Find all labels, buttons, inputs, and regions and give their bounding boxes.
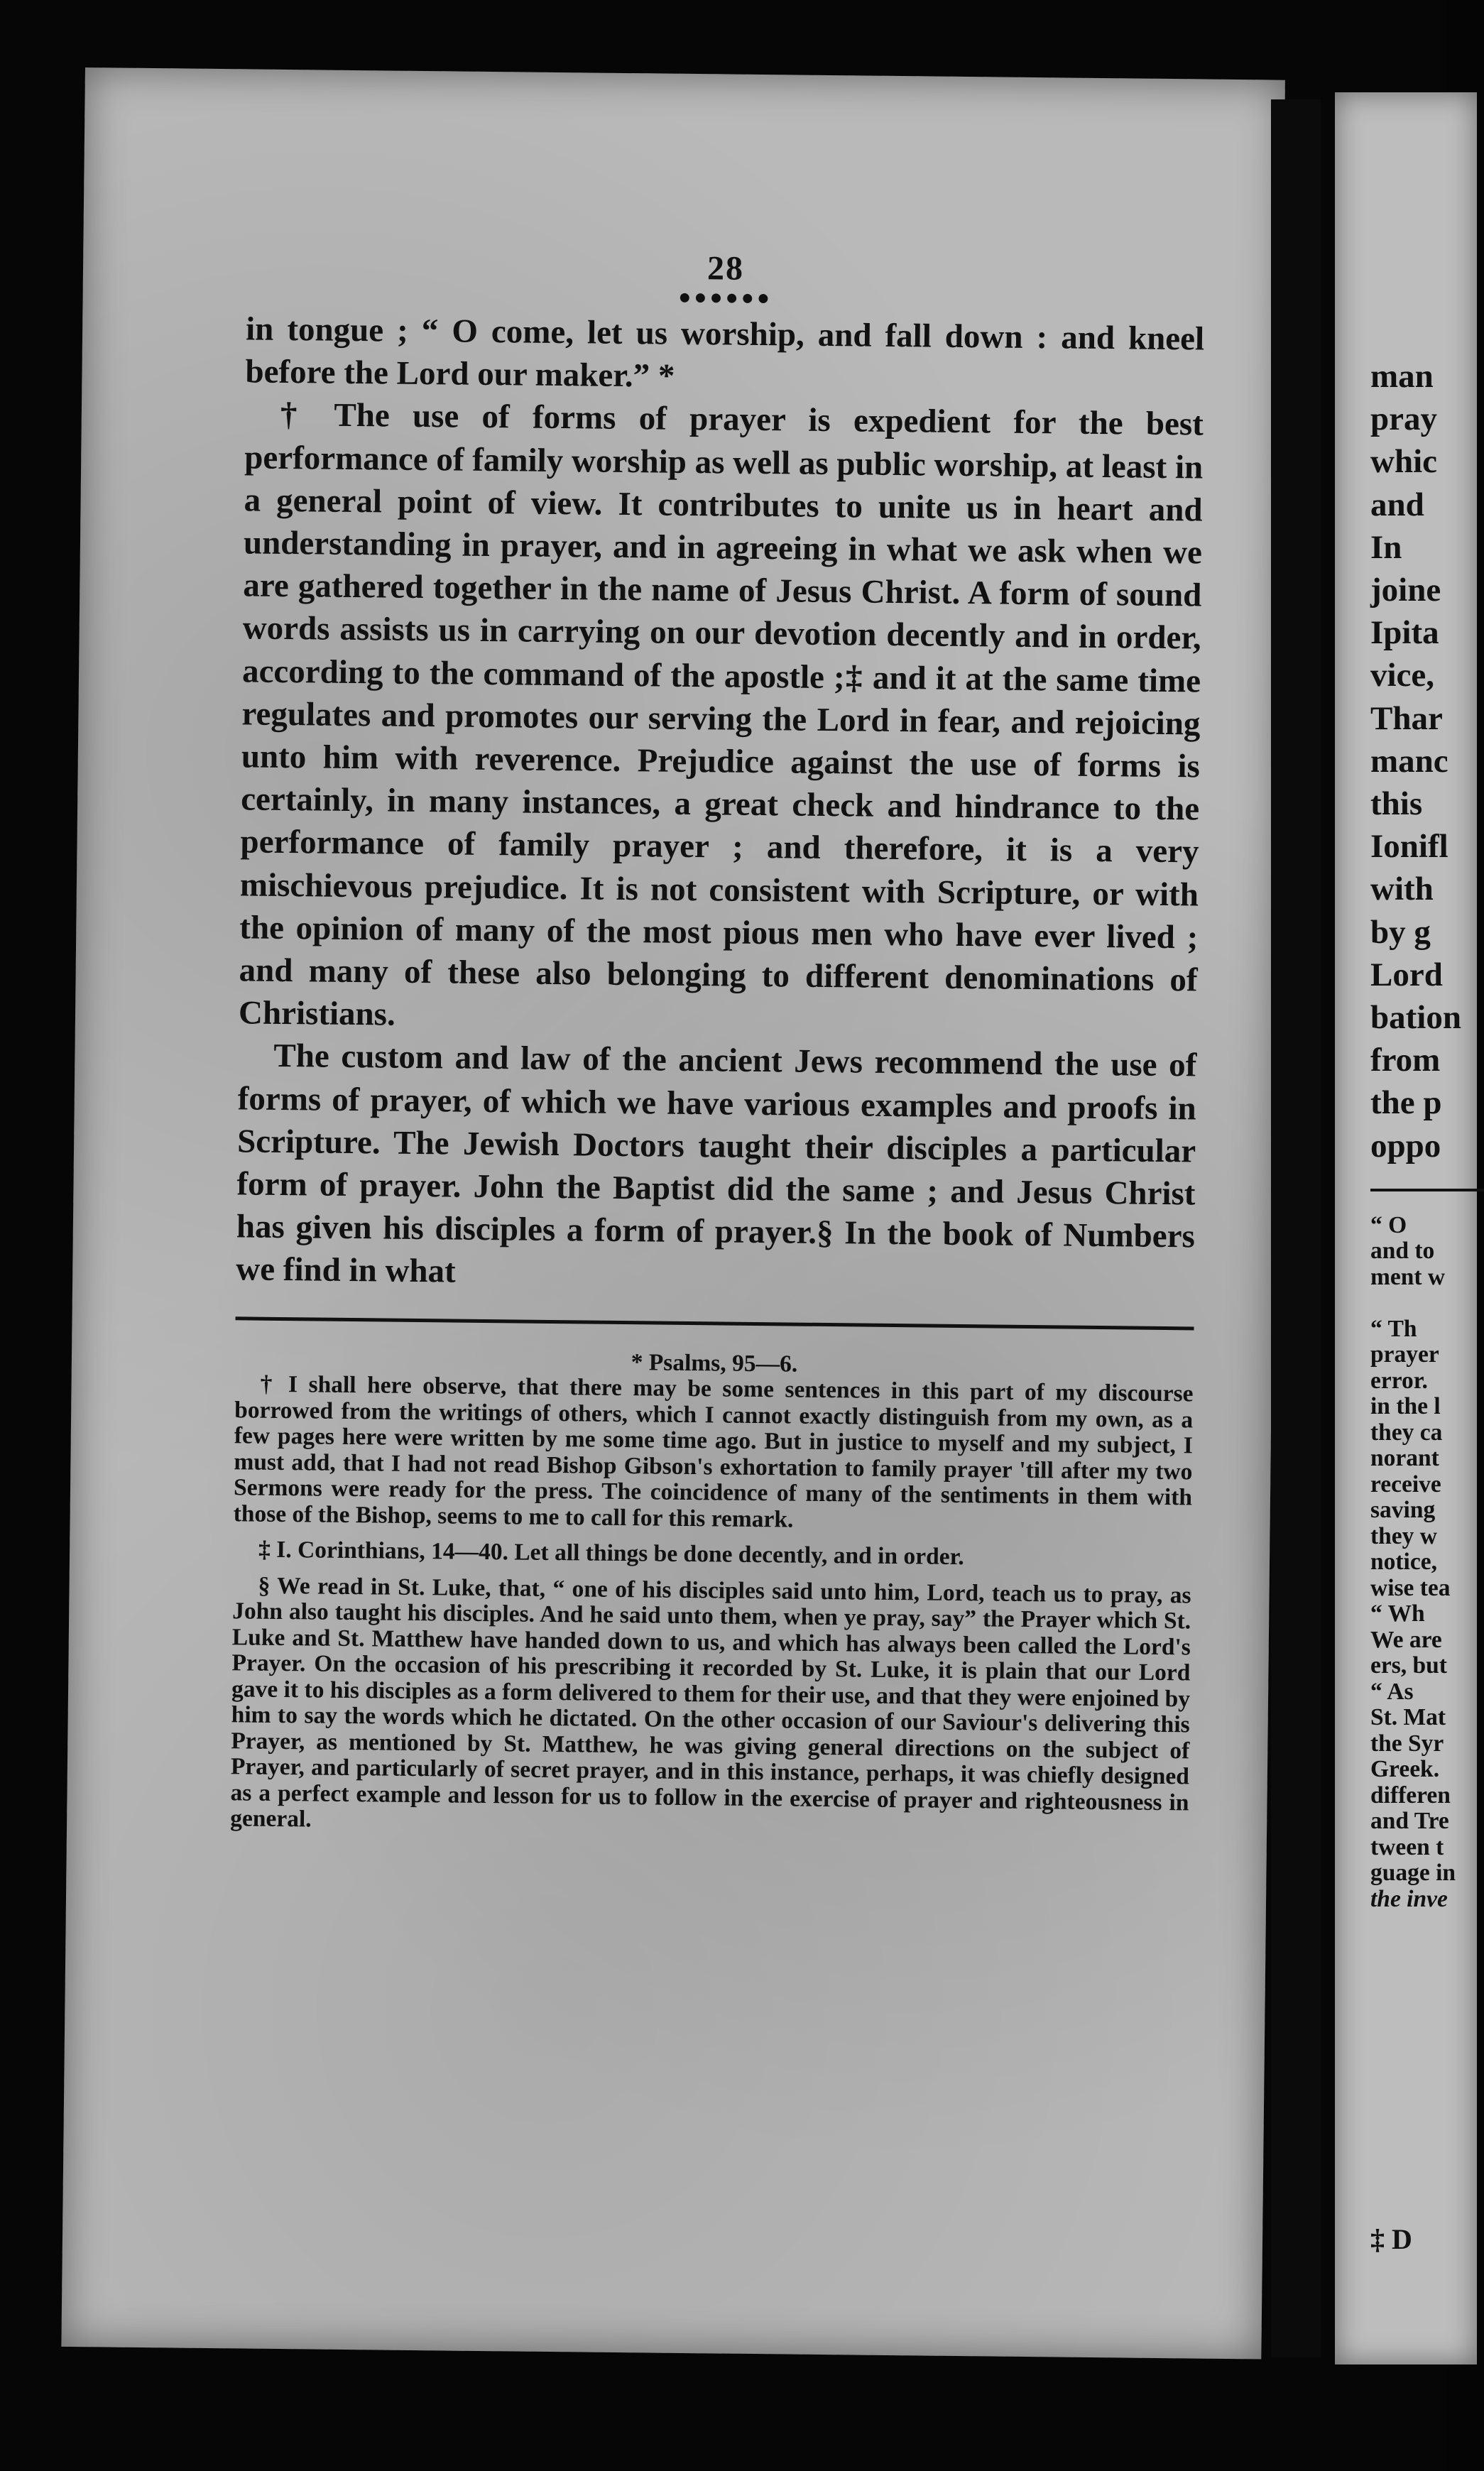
page-content — [230, 246, 1205, 1842]
facing-note-line: the Syr — [1370, 1730, 1444, 1757]
paragraph: in tongue ; “ O come, let us worship, and fall down : and kneel before the Lord our maker.” * — [245, 310, 1205, 395]
facing-line: the p — [1370, 1084, 1442, 1122]
footnote-luke: § We read in St. Luke, that, “ one of his disciples said unto him, Lord, teach us to pray, as John also taught his disciples. And he said unto them, when ye pray, say” the Prayer which St. Luke and St. Matthew have handed down to us, and which has always been called the Lord's Prayer. On the occasion of his prescribing it recorded by St. Luke, it is plain that our Lord gave it to his disciples as a form delivered to them for their use, and that they were enjoined by him to say the words which he dictated. On the other occasion of our Saviour's delivering this Prayer, as mentioned by St. Matthew, he was giving general directions on the subject of Prayer, and particularly of secret prayer, and in this instance, perhaps, it was chiefly designed as a perfect example and lesson for us to follow in the exercise of prayer and righteousness in general. — [229, 1572, 1191, 1833]
facing-note-line: they ca — [1370, 1419, 1443, 1446]
footnote-psalms: * Psalms, 95—6. — [631, 1348, 798, 1378]
facing-note-line: notice, — [1370, 1549, 1437, 1576]
facing-line: Thar — [1370, 699, 1443, 737]
facing-note-line: differen — [1370, 1782, 1451, 1809]
facing-page-text — [1370, 355, 1484, 1912]
facing-line: by g — [1370, 913, 1431, 951]
facing-note-line: “ Th — [1370, 1315, 1417, 1342]
body-text — [236, 307, 1204, 1301]
facing-note-line: and Tre — [1370, 1808, 1449, 1835]
footnote-rule — [236, 1316, 1194, 1330]
facing-note-line: receive — [1370, 1471, 1441, 1498]
footnote-observe: † I shall here observe, that there may be some sentences in this part of my discourse borrowed from the writings of others, which I cannot exactly distinguish from my own, as a few pages here were written by me some time ago. But in justice to myself and my subject, I must add, that I had not read Bishop Gibson's exhortation to family prayer 'till after my two Sermons were ready for the press. The coincidence of many of the sentiments in them with those of the Bishop, seems to me to call for this remark. — [233, 1370, 1194, 1533]
facing-line: Ipita — [1370, 614, 1439, 652]
book-gutter — [1271, 99, 1321, 2357]
facing-line: oppo — [1370, 1127, 1441, 1164]
facing-note-line: they w — [1370, 1522, 1437, 1549]
facing-footnote-marker: ‡ D — [1370, 2223, 1412, 2255]
paragraph: The custom and law of the ancient Jews recommend the use of forms of prayer, of which we have various examples and proofs in Scripture. The Jewish Doctors taught their disciples a particular form of prayer. John the Baptist did the same ; and Jesus Christ has given his disciples a form of prayer.§ In the book of Numbers we find in what — [236, 1037, 1197, 1291]
facing-note-line: ment w — [1370, 1263, 1446, 1290]
facing-note-line: saving — [1370, 1497, 1436, 1524]
facing-note-line: ers, but — [1370, 1652, 1447, 1679]
facing-note-line: We are — [1370, 1626, 1442, 1653]
facing-line: man — [1370, 358, 1434, 395]
facing-line: Ionifl — [1370, 828, 1448, 866]
facing-line: pray — [1370, 400, 1437, 438]
facing-line: and — [1370, 486, 1424, 523]
facing-note-line: Greek. — [1370, 1756, 1440, 1783]
footnote-corinthians: ‡ I. Corinthians, 14—40. Let all things be done decently, and in order. — [258, 1536, 964, 1571]
facing-note-line: the inve — [1370, 1885, 1448, 1912]
page-number: 28 — [706, 249, 745, 288]
facing-note-line: prayer — [1370, 1341, 1439, 1368]
facing-note-line: norant — [1370, 1445, 1439, 1472]
facing-line: manc — [1370, 742, 1448, 780]
facing-line: from — [1370, 1042, 1441, 1079]
facing-line: Lord — [1370, 956, 1443, 993]
facing-note-line: “ As — [1370, 1678, 1414, 1705]
facing-note-line: tween t — [1370, 1833, 1444, 1860]
facing-line: joine — [1370, 572, 1441, 609]
facing-footnote-rule — [1370, 1189, 1484, 1191]
facing-note-line: guage in — [1370, 1860, 1456, 1887]
facing-note-line: in the l — [1370, 1393, 1441, 1420]
facing-line: with — [1370, 871, 1434, 908]
facing-note-line: error. — [1370, 1367, 1428, 1394]
facing-note-line: wise tea — [1370, 1574, 1451, 1601]
facing-line: vice, — [1370, 657, 1435, 694]
facing-note-line: St. Mat — [1370, 1704, 1446, 1731]
paragraph: † The use of forms of prayer is expedient for the best performance of family worship as well as public worship, at least in a general point of view. It contributes to unite us in heart and understanding in prayer, and in agreeing in what we ask when we are gathered together in the name of Jesus Christ. A form of sound words assists us in carrying on our devotion decently and in order, according to the command of the apostle ;‡ and it at the same time regulates and promotes our serving the Lord in fear, and rejoicing unto him with reverence. Prejudice against the use of forms is certainly, in many instances, a great check and hindrance to the performance of family prayer ; and therefore, it is a very mischievous prejudice. It is not consistent with Scripture, or with the opinion of many of the most pious men who have ever lived ; and many of these also belonging to different denominations of Christians. — [238, 396, 1204, 1033]
facing-line: this — [1370, 785, 1423, 823]
book-page — [61, 67, 1285, 2360]
facing-page — [1335, 92, 1477, 2364]
facing-note-line: “ Wh — [1370, 1600, 1425, 1627]
facing-line: whic — [1370, 443, 1437, 481]
facing-note-line: “ O — [1370, 1211, 1407, 1238]
footnotes — [230, 1346, 1194, 1842]
facing-note-line: and to — [1370, 1238, 1435, 1265]
facing-line: In — [1370, 528, 1402, 566]
facing-line: bation — [1370, 999, 1461, 1037]
ornament-divider: ●●●●●● — [678, 285, 773, 310]
facing-note-line — [1370, 1290, 1484, 1316]
